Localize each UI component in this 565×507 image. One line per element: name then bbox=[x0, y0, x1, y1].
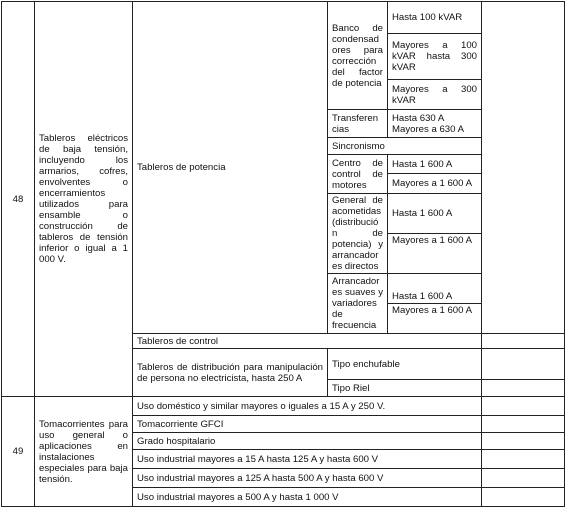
tipo-enchufable-blank bbox=[482, 349, 565, 380]
tomacorriente-item-2-blank bbox=[482, 416, 565, 433]
tomacorriente-item-2: Tomacorriente GFCI bbox=[133, 416, 482, 433]
banco-range-1: Hasta 100 kVAR bbox=[388, 2, 482, 34]
tomacorriente-item-1-blank bbox=[482, 397, 565, 416]
centro-range-1: Hasta 1 600 A bbox=[388, 155, 482, 174]
tomacorriente-item-5-blank bbox=[482, 469, 565, 488]
tomacorriente-item-3: Grado hospitalario bbox=[133, 433, 482, 450]
tomacorriente-item-6-blank bbox=[482, 488, 565, 507]
tomacorriente-item-3-blank bbox=[482, 433, 565, 450]
row-49-number: 49 bbox=[2, 397, 35, 507]
tomacorriente-item-1: Uso doméstico y similar mayores o iguales a 15 A y 250 V. bbox=[133, 397, 482, 416]
general-range-1: Hasta 1 600 A bbox=[388, 194, 482, 234]
row-48-description: Tableros eléctricos de baja tensión, incluyendo los armarios, cofres, envolventes o encerramientos utilizados para ensamble o construcción de tableros de tensión inferior o igual a 1 000 V. bbox=[35, 2, 133, 397]
banco-range-2: Mayores a 100 kVAR hasta 300 kVAR bbox=[388, 34, 482, 80]
transferencias-range-1: Hasta 630 A bbox=[392, 112, 445, 124]
general-acometidas-label: General de acometidas (distribució n de potencia) y arrancador es directos bbox=[328, 194, 388, 274]
tableros-control-blank bbox=[482, 334, 565, 349]
tomacorriente-item-4: Uso industrial mayores a 15 A hasta 125 A y hasta 600 V bbox=[133, 450, 482, 469]
row-49-description: Tomacorrientes para uso general o aplicaciones en instalaciones especiales para baja tensión. bbox=[35, 397, 133, 507]
general-range-2: Mayores a 1 600 A bbox=[388, 234, 482, 274]
product-classification-table bbox=[1, 1, 565, 507]
tipo-riel: Tipo Riel bbox=[328, 380, 482, 397]
banco-range-3: Mayores a 300 kVAR bbox=[388, 80, 482, 110]
tomacorriente-item-6: Uso industrial mayores a 500 A y hasta 1 000 V bbox=[133, 488, 482, 507]
tomacorriente-item-4-blank bbox=[482, 450, 565, 469]
arrancadores-suaves-label: Arrancador es suaves y variadores de frecuencia bbox=[328, 274, 388, 334]
transferencias-ranges bbox=[388, 110, 482, 138]
tableros-distribucion-label: Tableros de distribución para manipulación de persona no electricista, hasta 250 A bbox=[133, 349, 328, 397]
sincronismo-label: Sincronismo bbox=[328, 138, 482, 155]
tableros-potencia-label: Tableros de potencia bbox=[133, 2, 328, 334]
arrancadores-range-2: Mayores a 1 600 A bbox=[388, 304, 482, 334]
tipo-enchufable: Tipo enchufable bbox=[328, 349, 482, 380]
tomacorriente-item-5: Uso industrial mayores a 125 A hasta 500 A y hasta 600 V bbox=[133, 469, 482, 488]
centro-range-2: Mayores a 1 600 A bbox=[388, 174, 482, 194]
banco-condensadores-label: Banco de condensad ores para corrección del factor de potencia bbox=[328, 2, 388, 110]
transferencias-label: Transferen cias bbox=[328, 110, 388, 138]
row-48-number: 48 bbox=[2, 2, 35, 397]
tableros-control-label: Tableros de control bbox=[133, 334, 482, 349]
centro-control-motores-label: Centro de control de motores bbox=[328, 155, 388, 194]
row-48-blank-cell bbox=[482, 2, 565, 334]
transferencias-range-2: Mayores a 630 A bbox=[392, 123, 464, 135]
arrancadores-range-1: Hasta 1 600 A bbox=[388, 274, 482, 304]
tipo-riel-blank bbox=[482, 380, 565, 397]
